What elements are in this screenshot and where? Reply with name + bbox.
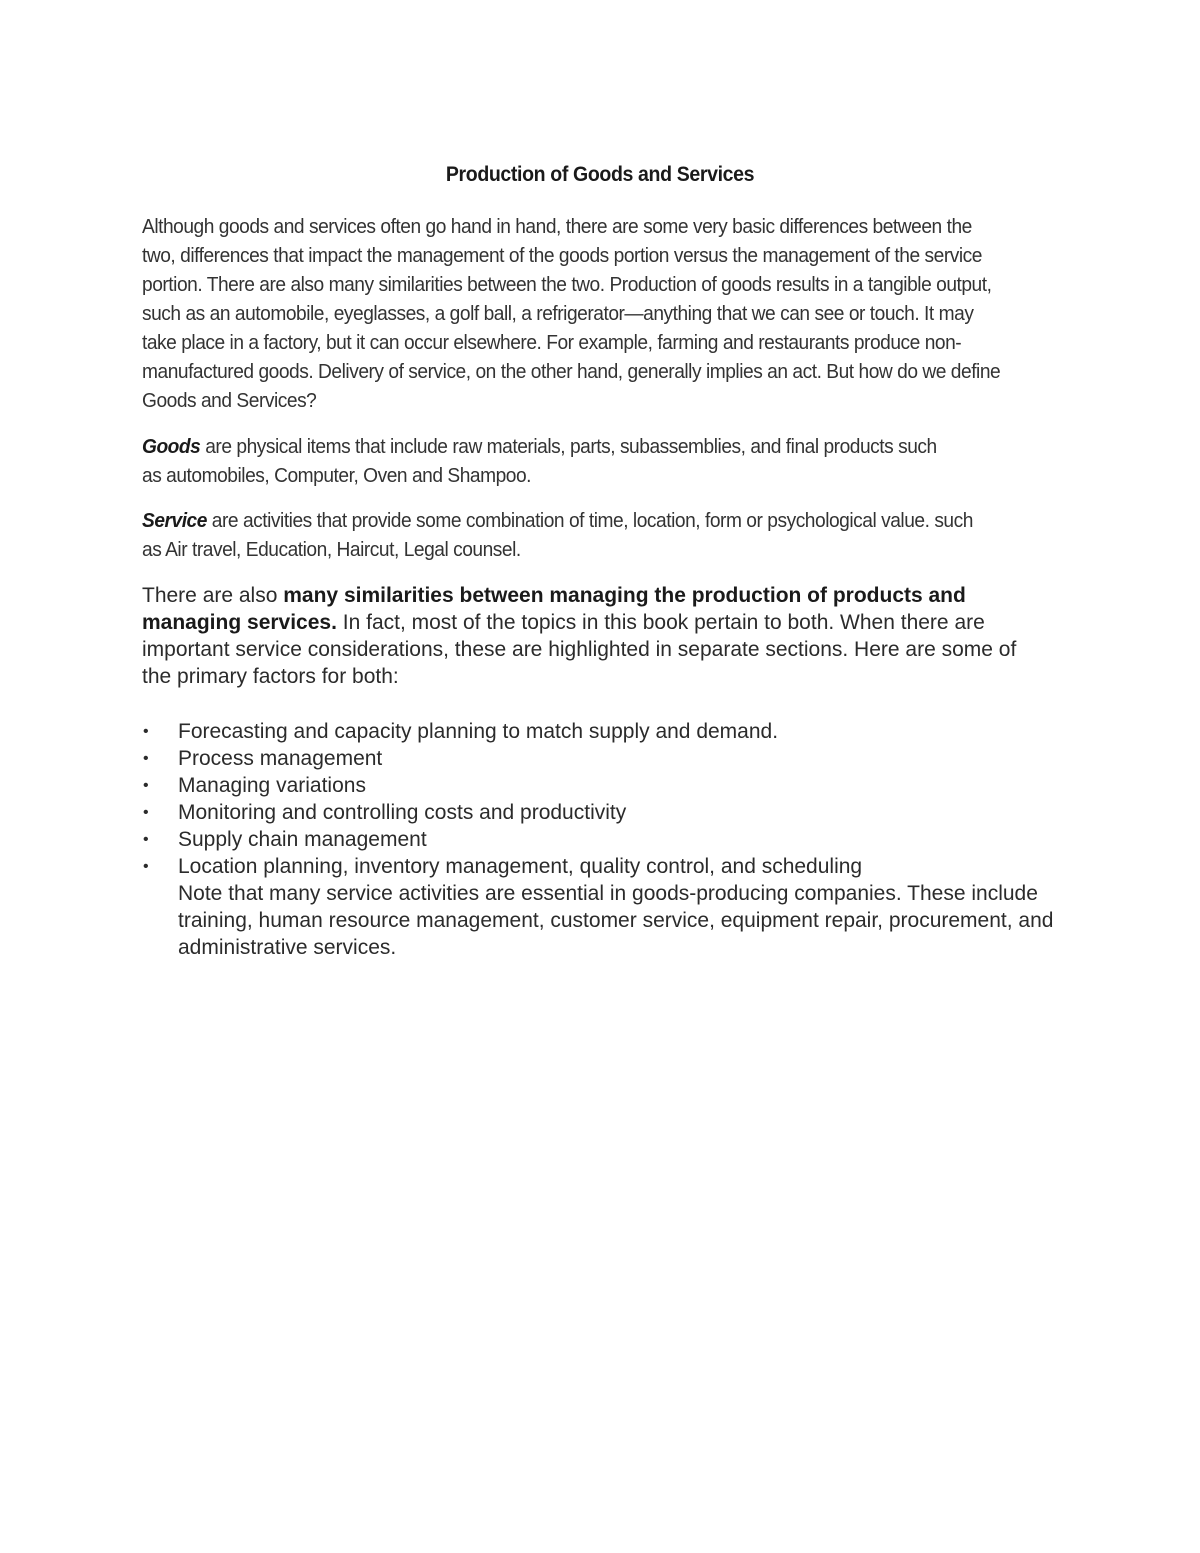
list-item [142, 718, 1062, 745]
goods-definition [142, 432, 1058, 490]
service-line: as Air travel, Education, Haircut, Legal counsel. [142, 538, 521, 561]
factors-list [142, 718, 1062, 961]
list-item [142, 826, 1062, 853]
list-item-text: Process management [178, 747, 383, 770]
service-term: Service [142, 509, 207, 532]
bullet-icon: • [143, 777, 149, 794]
intro-line: manufactured goods. Delivery of service, on the other hand, generally implies an act. But how do we define [142, 360, 1001, 383]
intro-line: take place in a factory, but it can occur elsewhere. For example, farming and restaurants produce non- [142, 331, 962, 354]
list-item [142, 799, 1062, 826]
intro-line: Although goods and services often go hand in hand, there are some very basic differences between the [142, 215, 972, 238]
service-line [142, 506, 1058, 535]
bullet-icon: • [143, 723, 149, 740]
list-item [142, 853, 1062, 961]
intro-line: two, differences that impact the management of the goods portion versus the management of the service [142, 244, 982, 267]
list-item-text: Supply chain management [178, 828, 427, 851]
bullet-icon: • [143, 858, 149, 875]
similarities-bold: many similarities between managing the production of products and managing services. [142, 584, 966, 634]
intro-line: portion. There are also many similarities between the two. Production of goods results in a tangible output, [142, 273, 992, 296]
list-item-text: Location planning, inventory management, quality control, and scheduling [178, 855, 863, 878]
note-text: Note that many service activities are essential in goods-producing companies. These include training, human resource management, customer service, equipment repair, procurement, and administrative services. [178, 882, 1054, 959]
intro-line: Goods and Services? [142, 389, 317, 412]
bullet-icon: • [143, 804, 149, 821]
similarities-paragraph [142, 582, 1042, 690]
intro-line: such as an automobile, eyeglasses, a golf ball, a refrigerator—anything that we can see or touch. It may [142, 302, 974, 325]
service-definition [142, 506, 1058, 564]
goods-term: Goods [142, 435, 201, 458]
document-title: Production of Goods and Services [445, 163, 755, 186]
goods-text: are physical items that include raw materials, parts, subassemblies, and final products such [200, 435, 937, 458]
bullet-icon: • [143, 831, 149, 848]
similarities-rest: In fact, most of the topics in this book pertain to both. When there are important service considerations, these are highlighted in separate sections. Here are some of the primary factors for both: [142, 611, 1017, 688]
list-item-text: Managing variations [178, 774, 366, 797]
list-item [142, 745, 1062, 772]
list-item-text: Forecasting and capacity planning to match supply and demand. [178, 720, 779, 743]
similarities-lead: There are also [142, 584, 284, 607]
goods-line: as automobiles, Computer, Oven and Shampoo. [142, 464, 532, 487]
bullet-icon: • [143, 750, 149, 767]
service-text: are activities that provide some combination of time, location, form or psychological value. such [206, 509, 973, 532]
list-item-text: Monitoring and controlling costs and productivity [178, 801, 627, 824]
list-item [142, 772, 1062, 799]
goods-line [142, 432, 1058, 461]
intro-paragraph [142, 212, 1058, 415]
